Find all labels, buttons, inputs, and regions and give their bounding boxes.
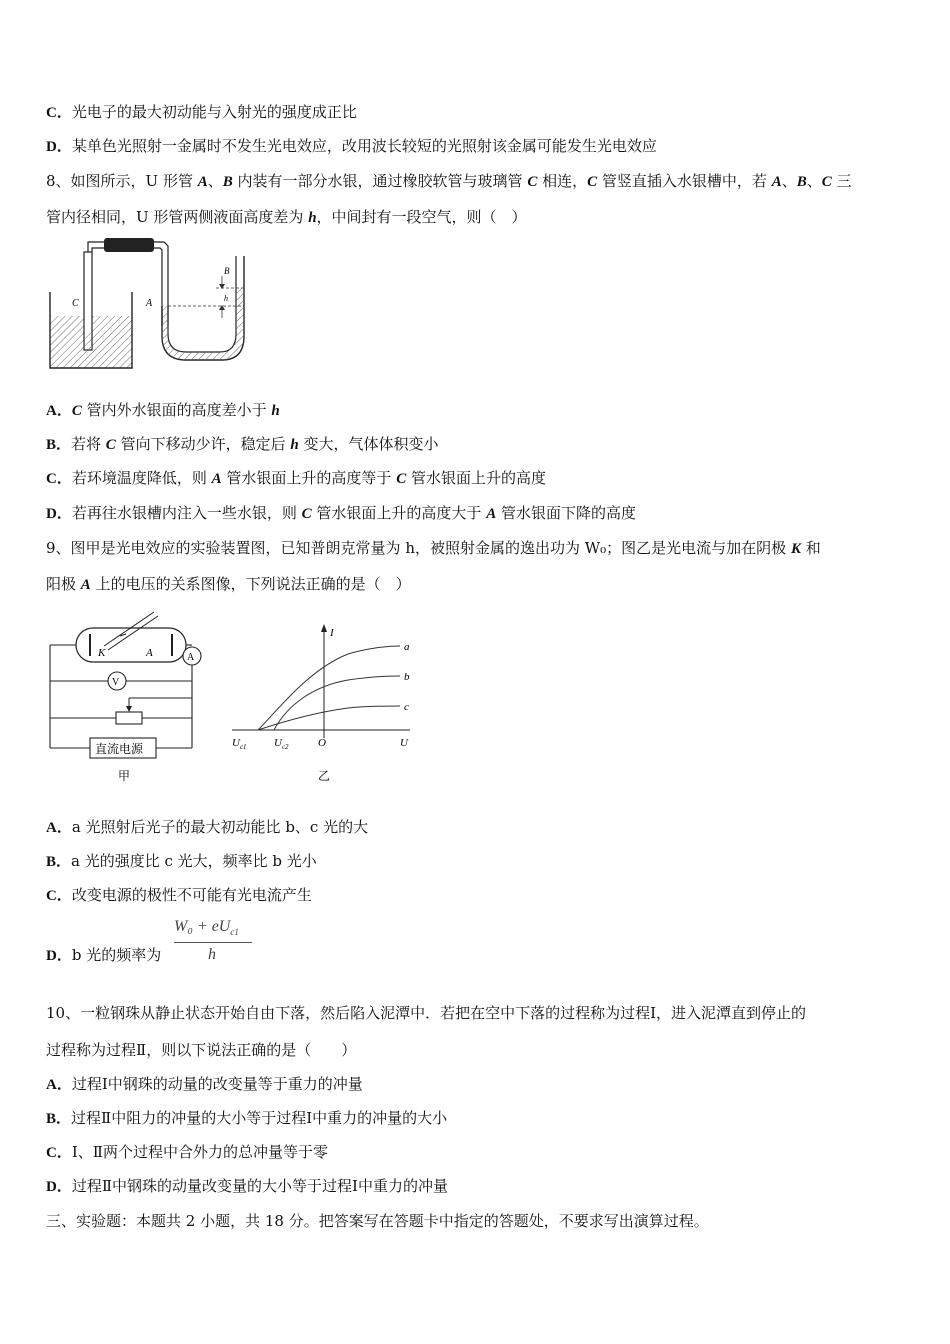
- q10-option-d: D．过程Ⅱ中钢珠的动量改变量的大小等于过程Ⅰ中重力的冲量: [46, 1177, 448, 1195]
- q8-option-d: D．若再往水银槽内注入一些水银，则 C 管水银面上升的高度大于 A 管水银面下降的高度: [46, 504, 636, 522]
- q9-option-d: D．b 光的频率为: [46, 946, 162, 964]
- q10-option-b: B．过程Ⅱ中阻力的冲量的大小等于过程Ⅰ中重力的冲量的大小: [46, 1109, 448, 1127]
- curve-a: [258, 646, 400, 730]
- curve-label-c: c: [404, 701, 409, 713]
- q8-stem-line2: 管内径相同，U 形管两侧液面高度差为 h，中间封有一段空气，则（ ）: [46, 208, 527, 226]
- rheostat: [116, 712, 142, 724]
- voltmeter-label: V: [112, 677, 120, 688]
- fraction-bar: [174, 942, 252, 943]
- label-a: A: [146, 298, 153, 309]
- label-h: h: [224, 294, 228, 303]
- option-label: C．: [46, 105, 72, 121]
- label-k: K: [98, 647, 106, 659]
- curve-c: [258, 706, 400, 730]
- q9-stem-line2: 阳极 A 上的电压的关系图像，下列说法正确的是（ ）: [46, 575, 411, 593]
- q10-stem-line2: 过程称为过程Ⅱ，则以下说法正确的是（ ）: [46, 1041, 357, 1059]
- mercury-in-u-tube: [162, 288, 244, 360]
- q7-option-d: [46, 136, 657, 157]
- q10-option-a: A．过程Ⅰ中钢珠的动量的改变量等于重力的冲量: [46, 1075, 363, 1093]
- axis-label-i: I: [330, 627, 334, 639]
- uc2-label: $U_{c2}$: [274, 737, 289, 751]
- origin-label: O: [318, 737, 326, 749]
- fraction-denominator: h: [208, 946, 216, 963]
- q10-option-c: C．Ⅰ、Ⅱ两个过程中合外力的总冲量等于零: [46, 1143, 328, 1161]
- fraction-numerator: $W_0 + eU_{c1}$: [174, 918, 239, 938]
- option-text: 某单色光照射一金属时不发生光电效应，改用波长较短的光照射该金属可能发生光电效应: [71, 137, 657, 155]
- axis-label-u: U: [400, 737, 408, 749]
- q8-option-b: B．若将 C 管向下移动少许，稳定后 h 变大，气体体积变小: [46, 435, 439, 453]
- curve-label-a: a: [404, 641, 410, 653]
- q10-stem-line1: 10、一粒钢珠从静止状态开始自由下落，然后陷入泥潭中．若把在空中下落的过程称为过程Ⅰ，进入泥潭直到停止的: [46, 1004, 807, 1022]
- q7-option-c: [46, 102, 357, 123]
- option-text: 光电子的最大初动能与入射光的强度成正比: [71, 103, 357, 121]
- uc1-label: $U_{c1}$: [232, 737, 247, 751]
- q9-stem-line1: 9、图甲是光电效应的实验装置图，已知普朗克常量为 h，被照射金属的逸出功为 W₀；图乙是光电流与加在阴极 K 和: [46, 539, 821, 557]
- label-b: B: [224, 266, 230, 276]
- q8-option-c: C．若环境温度降低，则 A 管水银面上升的高度等于 C 管水银面上升的高度: [46, 469, 546, 487]
- q9-circuit-figure: [46, 606, 216, 786]
- label-c: C: [72, 298, 79, 309]
- ammeter-label: A: [187, 652, 195, 663]
- q8-option-a: A．C 管内外水银面的高度差小于 h: [46, 401, 280, 419]
- q8-stem-line1: 8、如图所示，U 形管 A、B 内装有一部分水银，通过橡胶软管与玻璃管 C 相连，C 管竖直插入水银槽中，若 A、B、C 三: [46, 172, 852, 190]
- q9-option-b: B．a 光的强度比 c 光大，频率比 b 光小: [46, 852, 317, 870]
- frequency-fraction: [174, 918, 254, 968]
- label-a: A: [146, 647, 153, 659]
- q9-option-c: C．改变电源的极性不可能有光电流产生: [46, 886, 312, 904]
- q9-iu-graph: [228, 620, 418, 786]
- curve-label-b: b: [404, 671, 410, 683]
- u-tube-outer: [162, 256, 244, 360]
- option-label: D．: [46, 139, 72, 155]
- caption-jia: 甲: [118, 769, 131, 783]
- section-3-heading: 三、实验题：本题共 2 小题，共 18 分。把答案写在答题卡中指定的答题处，不要求写出演算过程。: [46, 1212, 709, 1230]
- caption-yi: 乙: [318, 769, 331, 783]
- phototube: [76, 628, 186, 662]
- q9-option-a: A．a 光照射后光子的最大初动能比 b、c 光的大: [46, 818, 369, 836]
- curve-b: [274, 676, 400, 730]
- q8-u-tube-figure: [46, 236, 256, 376]
- rubber-hose: [104, 238, 154, 252]
- dc-power-source-label: 直流电源: [95, 742, 144, 756]
